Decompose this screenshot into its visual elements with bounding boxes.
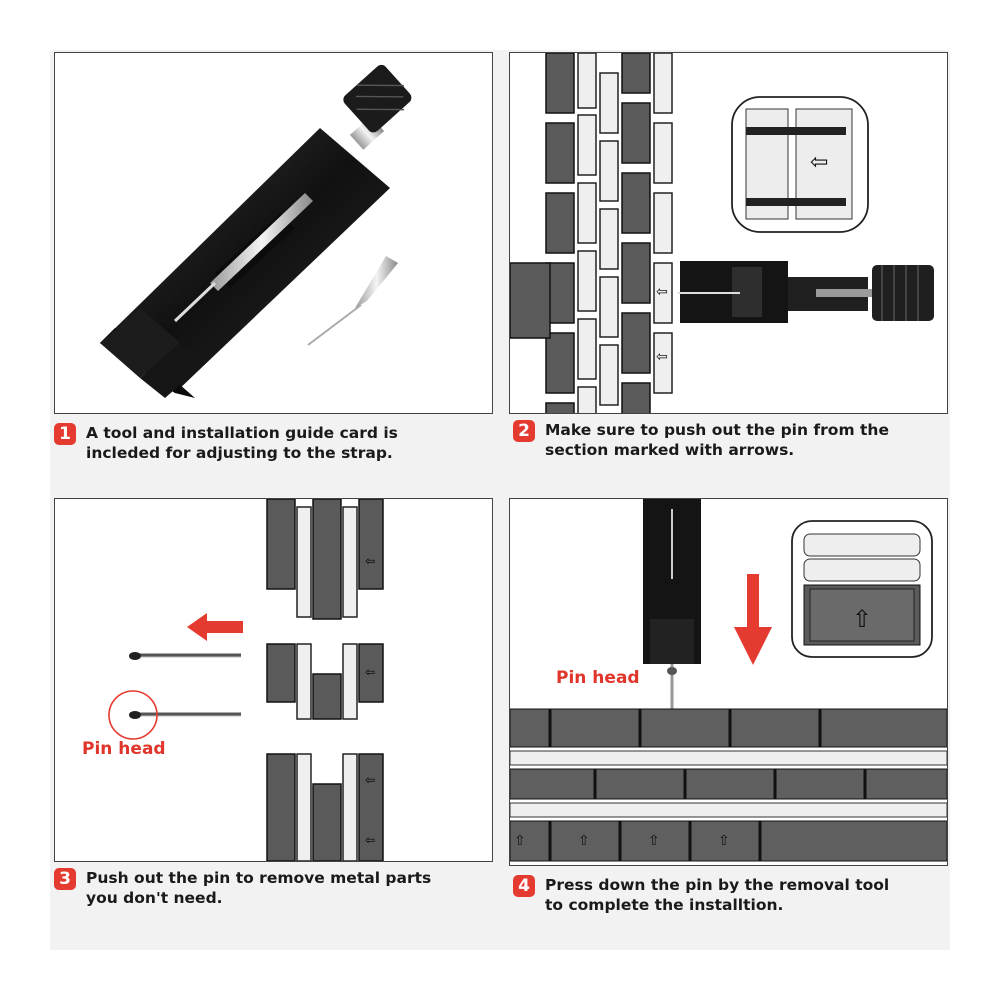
arrow-left-icon: ⇦ — [365, 665, 376, 679]
arrow-left-icon: ⇦ — [365, 773, 376, 787]
panel-3-remove-links — [54, 498, 493, 862]
step-2-line-1: Make sure to push out the pin from the — [545, 421, 889, 439]
pin-head-label: Pin head — [556, 668, 640, 688]
arrow-up-icon: ⇧ — [578, 833, 590, 849]
pin-removal-tool — [678, 261, 934, 323]
step-2-line-2: section marked with arrows. — [545, 441, 795, 459]
step-2-caption — [513, 420, 889, 460]
arrow-up-icon: ⇧ — [718, 833, 730, 849]
instruction-sheet — [50, 50, 950, 950]
step-2-badge: 2 — [513, 420, 535, 442]
step-3-caption — [54, 868, 431, 908]
step-4-badge: 4 — [513, 875, 535, 897]
step-1-line-1: A tool and installation guide card is — [86, 424, 398, 442]
arrow-left-icon: ⇦ — [810, 150, 829, 175]
arrow-left-icon: ⇦ — [656, 284, 668, 300]
arrow-left-icon: ⇦ — [365, 554, 376, 568]
arrow-left-icon: ⇦ — [656, 349, 668, 365]
zoom-inset — [792, 521, 932, 657]
pin-removal-tool-image — [55, 53, 492, 413]
step-3-text — [86, 868, 431, 908]
step-3-line-2: you don't need. — [86, 889, 223, 907]
panel-1-tool — [54, 52, 493, 414]
arrow-up-icon: ⇧ — [514, 833, 526, 849]
step-1-caption — [54, 423, 398, 463]
arrow-up-icon: ⇧ — [648, 833, 660, 849]
pin-2 — [129, 711, 241, 719]
red-arrow-left-icon — [187, 613, 243, 641]
spare-pin — [308, 256, 398, 345]
step-1-badge: 1 — [54, 423, 76, 445]
step-1-text — [86, 423, 398, 463]
knurled-knob — [341, 62, 414, 135]
red-arrow-down-icon — [734, 574, 772, 665]
step-4-line-2: to complete the installtion. — [545, 896, 784, 914]
step-3-line-1: Push out the pin to remove metal parts — [86, 869, 432, 887]
panel-4-press-pin — [509, 498, 948, 866]
zoom-inset — [732, 97, 868, 232]
step-3-badge: 3 — [54, 868, 76, 890]
pin-removal-tool-vertical — [643, 499, 701, 709]
arrow-up-icon: ⇧ — [852, 605, 873, 633]
step-4-caption — [513, 875, 889, 915]
panel-2-bracelet-arrows — [509, 52, 948, 414]
bracelet-links-horizontal — [510, 709, 947, 861]
step-2-text — [545, 420, 889, 460]
arrow-left-icon: ⇦ — [365, 833, 376, 847]
step-1-line-2: incleded for adjusting to the strap. — [86, 444, 393, 462]
pin-1 — [129, 652, 241, 660]
bracelet-segment-middle — [267, 644, 383, 719]
bracelet-segment-bottom — [267, 754, 383, 861]
bracelet-links — [510, 53, 672, 413]
step-4-line-1: Press down the pin by the removal tool — [545, 876, 890, 894]
bracelet-with-tool-image — [510, 53, 947, 413]
step-4-text — [545, 875, 889, 915]
bracelet-segment-top — [267, 499, 383, 619]
links-removal-image — [55, 499, 492, 861]
pin-head-label: Pin head — [82, 739, 166, 759]
